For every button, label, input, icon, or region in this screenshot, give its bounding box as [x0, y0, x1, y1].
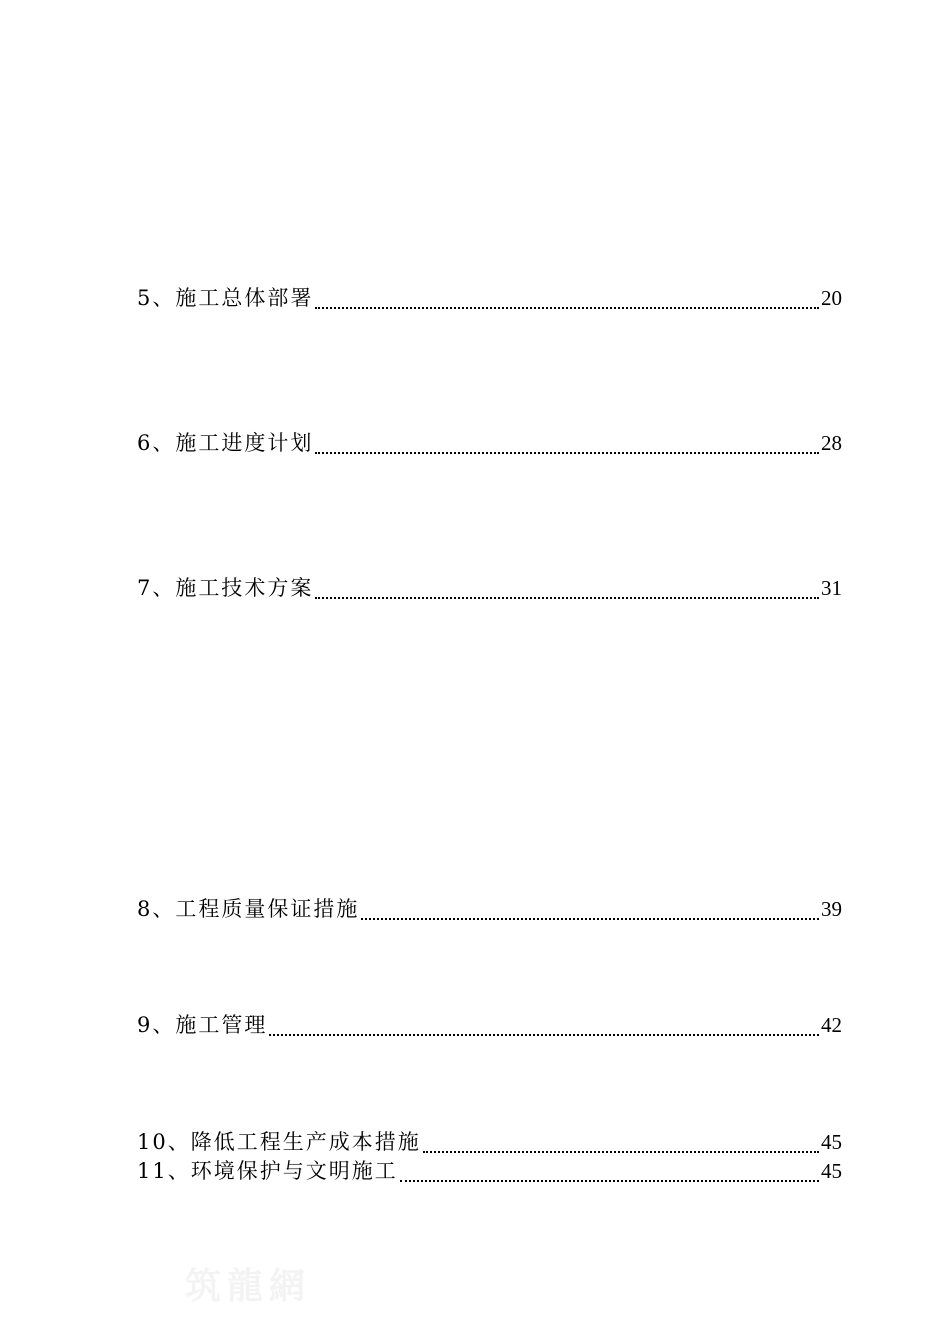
toc-dot-leader [315, 292, 819, 312]
toc-entry-title: 7、施工技术方案 [137, 576, 314, 600]
watermark-logo: 筑龍網 [185, 1265, 312, 1307]
toc-entry-11[interactable] [137, 1157, 842, 1185]
toc-page-number: 45 [821, 1159, 842, 1183]
toc-page-number: 39 [821, 897, 842, 921]
toc-entry-title: 11、环境保护与文明施工 [137, 1159, 398, 1183]
toc-entry-title: 6、施工进度计划 [137, 431, 314, 455]
toc-dot-leader [361, 903, 819, 923]
toc-entry-7[interactable] [137, 574, 842, 602]
toc-dot-leader [315, 582, 819, 602]
toc-dot-leader [400, 1165, 819, 1185]
toc-entry-title: 9、施工管理 [137, 1013, 268, 1037]
toc-entry-10[interactable] [137, 1128, 842, 1156]
toc-entry-9[interactable] [137, 1011, 842, 1039]
toc-page-number: 20 [821, 286, 842, 310]
toc-entry-title: 8、工程质量保证措施 [137, 897, 360, 921]
toc-entry-8[interactable] [137, 895, 842, 923]
toc-page-number: 31 [821, 576, 842, 600]
toc-entry-title: 10、降低工程生产成本措施 [137, 1130, 421, 1154]
toc-dot-leader [423, 1136, 819, 1156]
toc-entry-5[interactable] [137, 284, 842, 312]
toc-page-number: 42 [821, 1013, 842, 1037]
toc-entry-title: 5、施工总体部署 [137, 286, 314, 310]
toc-dot-leader [315, 437, 819, 457]
toc-page-number: 28 [821, 431, 842, 455]
toc-entry-6[interactable] [137, 429, 842, 457]
toc-page-number: 45 [821, 1130, 842, 1154]
toc-dot-leader [269, 1019, 819, 1039]
